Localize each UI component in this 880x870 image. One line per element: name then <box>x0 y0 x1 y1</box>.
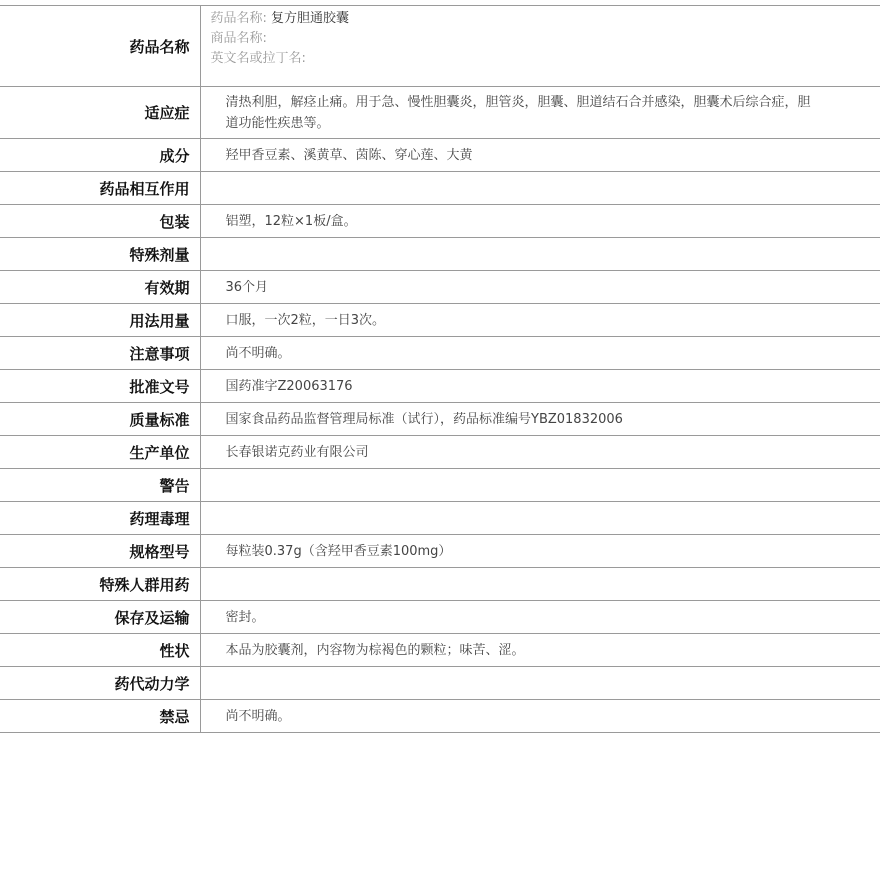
trade-name-line <box>211 29 821 49</box>
row-label: 药品名称 <box>0 6 200 87</box>
row-label: 规格型号 <box>0 535 200 568</box>
row-label: 质量标准 <box>0 403 200 436</box>
name-value: 复方胆通胶囊 <box>271 11 350 26</box>
row-storage <box>0 601 880 634</box>
row-value: 羟甲香豆素、溪黄草、茵陈、穿心莲、大黄 <box>200 139 880 172</box>
row-indications <box>0 87 880 139</box>
name-key: 商品名称: <box>210 31 267 46</box>
row-label: 注意事项 <box>0 337 200 370</box>
row-label: 特殊剂量 <box>0 238 200 271</box>
row-interactions <box>0 172 880 205</box>
drug-info-table <box>0 5 880 733</box>
name-key: 英文名或拉丁名: <box>210 51 306 66</box>
row-special-populations <box>0 568 880 601</box>
row-dosage <box>0 304 880 337</box>
row-label: 药理毒理 <box>0 502 200 535</box>
row-special-dosage <box>0 238 880 271</box>
row-label: 药品相互作用 <box>0 172 200 205</box>
row-shelf-life <box>0 271 880 304</box>
row-value: 铝塑，12粒×1板/盒。 <box>200 205 880 238</box>
row-packaging <box>0 205 880 238</box>
row-value <box>200 469 880 502</box>
row-specification <box>0 535 880 568</box>
row-drug-name <box>0 6 880 87</box>
row-value <box>200 568 880 601</box>
row-label: 禁忌 <box>0 700 200 733</box>
row-label: 适应症 <box>0 87 200 139</box>
row-value: 清热利胆，解痉止痛。用于急、慢性胆囊炎，胆管炎，胆囊、胆道结石合并感染，胆囊术后综合症，胆道功能性疾患等。 <box>200 87 880 139</box>
row-value: 尚不明确。 <box>200 700 880 733</box>
row-value: 国家食品药品监督管理局标准（试行），药品标准编号YBZ01832006 <box>200 403 880 436</box>
row-label: 特殊人群用药 <box>0 568 200 601</box>
row-label: 药代动力学 <box>0 667 200 700</box>
row-value: 国药准字Z20063176 <box>200 370 880 403</box>
row-value <box>200 502 880 535</box>
row-value <box>200 172 880 205</box>
row-ingredients <box>0 139 880 172</box>
row-value: 口服，一次2粒，一日3次。 <box>200 304 880 337</box>
row-label: 包装 <box>0 205 200 238</box>
row-value: 本品为胶囊剂，内容物为棕褐色的颗粒；味苦、涩。 <box>200 634 880 667</box>
row-label: 保存及运输 <box>0 601 200 634</box>
row-manufacturer <box>0 436 880 469</box>
row-warning <box>0 469 880 502</box>
row-description <box>0 634 880 667</box>
row-value <box>200 238 880 271</box>
row-label: 成分 <box>0 139 200 172</box>
row-approval-number <box>0 370 880 403</box>
row-value: 密封。 <box>200 601 880 634</box>
row-value: 每粒装0.37g（含羟甲香豆素100mg） <box>200 535 880 568</box>
row-pharmacokinetics <box>0 667 880 700</box>
row-label: 生产单位 <box>0 436 200 469</box>
row-quality-standard <box>0 403 880 436</box>
row-label: 有效期 <box>0 271 200 304</box>
row-precautions <box>0 337 880 370</box>
row-value: 尚不明确。 <box>200 337 880 370</box>
row-value: 长春银诺克药业有限公司 <box>200 436 880 469</box>
row-label: 性状 <box>0 634 200 667</box>
generic-name-line <box>211 9 821 29</box>
row-label: 警告 <box>0 469 200 502</box>
row-value: 36个月 <box>200 271 880 304</box>
drug-name-cell <box>200 6 880 87</box>
name-key: 药品名称: <box>210 11 267 26</box>
english-name-line <box>211 49 821 69</box>
row-label: 用法用量 <box>0 304 200 337</box>
row-value <box>200 667 880 700</box>
row-pharmacology <box>0 502 880 535</box>
row-contraindications <box>0 700 880 733</box>
row-label: 批准文号 <box>0 370 200 403</box>
